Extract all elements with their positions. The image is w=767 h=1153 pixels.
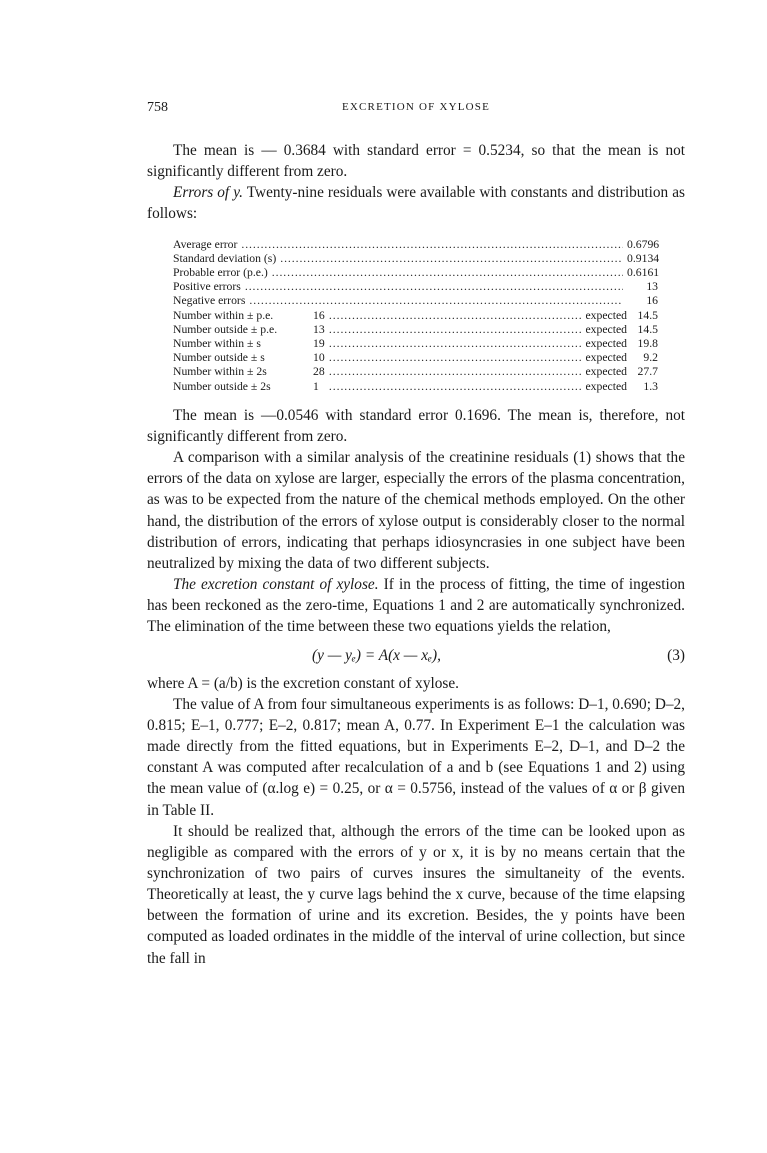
paragraph-comparison: A comparison with a similar analysis of the creatinine residuals (1) shows that the errors of the data on xylose are larger, especially the errors of the plasma concentration, as was to be expected from the nature of the chemical methods employed. On the other hand, the distribution of the errors of xylose output is considerably closer to the normal distribution of errors, indicating that perhaps idiosyncrasies in one subject have been neutralized by mixing the data of two different subjects. [147, 449, 685, 572]
stat-label: Number within ± s [173, 337, 261, 351]
errors-of-y-text: Twenty-nine residuals were available with constants and distribution as follows: [147, 184, 685, 223]
stat-row-outside-s [173, 351, 658, 365]
errors-of-y-heading: Errors of y. [173, 184, 243, 202]
stat-count: 10 [313, 351, 325, 365]
stat-count: 28 [313, 365, 325, 379]
stat-label: Number within ± p.e. [173, 308, 274, 322]
stat-row-probable-error [173, 266, 658, 280]
stat-label: Number outside ± s [173, 351, 265, 365]
residual-statistics-table [173, 238, 658, 394]
page-header [147, 100, 685, 120]
leader-dots [329, 337, 582, 351]
stat-row-standard-deviation [173, 252, 658, 266]
page-body [147, 140, 685, 969]
stat-label: Number outside ± 2s [173, 379, 271, 393]
paragraph-value-of-a: The value of A from four simultaneous experiments is as follows: D–1, 0.690; D–2, 0.815; E–1, 0.777; E–2, 0.817; mean A, 0.77. In Experiment E–1 the calculation was made directly from the fitted equations, but in Experiments E–2, D–1, and D–2 the constant A was computed after recalculation of a and b (see Equations 1 and 2) using the mean value of (α.log e) = 0.25, or α = 0.5756, instead of the values of α or β given in Table II. [147, 695, 685, 819]
expected-label: expected [585, 308, 627, 322]
leader-dots [280, 252, 623, 266]
stat-row-average-error [173, 238, 658, 252]
stat-value: 1.3 [643, 379, 658, 393]
stat-label: Number within ± 2s [173, 365, 267, 379]
stat-label: Positive errors [173, 280, 241, 294]
paragraph-synchronization: It should be realized that, although the errors of the time can be looked upon as negligible as compared with the errors of y or x, it is by no means certain that the synchronization of two pairs of curves insures the simultaneity of the events. Theoretically at least, the y curve lags behind the x curve, because of the time elapsing between the formation of urine and its excretion. Besides, the y points have been computed as loaded ordinates in the middle of the interval of urine collection, but since the fall in [147, 822, 685, 967]
stat-row-negative-errors [173, 294, 658, 308]
expected-label: expected [585, 322, 627, 336]
stat-count: 19 [313, 337, 325, 351]
stat-label: Standard deviation (s) [173, 251, 277, 265]
stat-label: Number outside ± p.e. [173, 322, 278, 336]
stat-label: Average error [173, 237, 238, 251]
expected-label: expected [585, 337, 627, 351]
leader-dots [245, 280, 623, 294]
stat-count: 16 [313, 308, 325, 322]
stat-value: 0.9134 [627, 251, 660, 265]
stat-value: 14.5 [637, 308, 658, 322]
stat-row-outside-2s [173, 380, 658, 394]
stat-label: Negative errors [173, 294, 246, 308]
equation-3 [147, 641, 685, 671]
leader-dots [249, 294, 623, 308]
stat-label: Probable error (p.e.) [173, 266, 268, 280]
stat-row-positive-errors [173, 280, 658, 294]
stat-count: 13 [313, 322, 325, 336]
leader-dots [329, 351, 582, 365]
stat-value: 9.2 [643, 351, 658, 365]
expected-label: expected [585, 351, 627, 365]
page-number: 758 [147, 100, 168, 115]
expected-label: expected [585, 365, 627, 379]
stat-value: 19.8 [637, 337, 658, 351]
stat-row-within-s [173, 337, 658, 351]
equation-body: (y — yₑ) = A(x — xₑ), [312, 646, 441, 664]
stat-value: 16 [646, 294, 658, 308]
paragraph-excretion-constant [147, 574, 685, 637]
paragraph-mean-x: The mean is — 0.3684 with standard error = 0.5234, so that the mean is not significantly different from zero. [147, 142, 685, 181]
leader-dots [241, 238, 623, 252]
leader-dots [329, 365, 582, 379]
stat-value: 14.5 [637, 322, 658, 336]
expected-label: expected [585, 379, 627, 393]
stat-value: 27.7 [637, 365, 658, 379]
stat-row-within-pe [173, 309, 658, 323]
leader-dots [329, 323, 582, 337]
paragraph-errors-of-y [147, 182, 685, 224]
stat-count: 1 [313, 379, 319, 393]
excretion-constant-heading: The excretion constant of xylose. [173, 576, 379, 594]
paragraph-where-a: where A = (a/b) is the excretion constant of xylose. [147, 674, 459, 692]
excretion-constant-text: If in the process of fitting, the time of ingestion has been reckoned as the zero-time, Equations 1 and 2 are automatically synchronized. The elimination of the time between these two equations yields the relation, [147, 576, 685, 636]
stat-value: 13 [646, 280, 658, 294]
paragraph-mean-y: The mean is —0.0546 with standard error 0.1696. The mean is, therefore, not significantly different from zero. [147, 406, 685, 446]
equation-number: (3) [667, 646, 685, 664]
stat-value: 0.6161 [627, 266, 660, 280]
stat-row-outside-pe [173, 323, 658, 337]
stat-row-within-2s [173, 365, 658, 379]
running-title: EXCRETION OF XYLOSE [341, 101, 491, 113]
leader-dots [329, 380, 582, 394]
leader-dots [329, 309, 582, 323]
stat-value: 0.6796 [627, 237, 660, 251]
leader-dots [272, 266, 623, 280]
